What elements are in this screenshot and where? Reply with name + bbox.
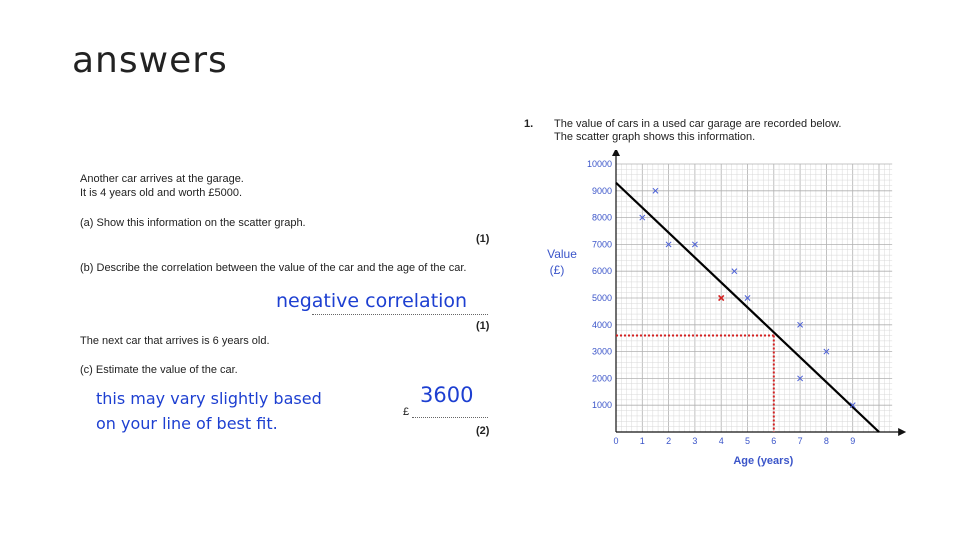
y-tick-label: 5000 — [591, 293, 612, 303]
y-tick-label: 2000 — [591, 373, 612, 384]
y-axis-arrow — [612, 150, 620, 156]
x-tick-label: 3 — [692, 436, 698, 446]
y-tick-label: 7000 — [591, 239, 612, 250]
question-number: 1. — [524, 118, 534, 130]
y-tick-label: 3000 — [591, 346, 612, 357]
note-line-2: on your line of best fit. — [96, 414, 278, 433]
y-tick-label: 4000 — [591, 319, 612, 330]
x-tick-label: 2 — [666, 436, 672, 446]
next-car-text: The next car that arrives is 6 years old. — [80, 335, 270, 347]
part-a-marks: (1) — [476, 233, 490, 245]
question-line-1: The value of cars in a used car garage are recorded below. — [554, 118, 842, 130]
x-axis-arrow — [898, 428, 906, 436]
intro-line-1: Another car arrives at the garage. — [80, 173, 244, 185]
y-tick-label: 10000 — [586, 159, 612, 169]
answer-line-c — [412, 416, 488, 418]
part-b-marks: (1) — [476, 320, 490, 332]
part-c-text: (c) Estimate the value of the car. — [80, 364, 238, 376]
part-b-answer: negative correlation — [276, 290, 468, 312]
y-tick-label: 8000 — [591, 212, 612, 223]
y-tick-label: 9000 — [591, 185, 612, 196]
x-tick-label: 1 — [639, 436, 645, 446]
answer-line-b — [312, 313, 488, 315]
x-tick-label: 7 — [797, 436, 803, 446]
x-tick-label: 4 — [718, 436, 724, 446]
y-axis-label-line-1: Value — [547, 246, 577, 261]
x-tick-label: 5 — [744, 436, 751, 446]
page-title: answers — [72, 40, 228, 81]
scatter-graph — [540, 150, 910, 475]
y-tick-label: 1000 — [591, 400, 612, 411]
part-a-text: (a) Show this information on the scatter graph. — [80, 217, 306, 229]
x-axis-label: Age (years) — [733, 455, 794, 467]
note-line-1: this may vary slightly based — [96, 389, 322, 408]
question-line-2: The scatter graph shows this information. — [554, 131, 756, 143]
x-tick-label: 0 — [613, 436, 619, 446]
part-c-answer: 3600 — [420, 383, 474, 407]
x-tick-label: 8 — [823, 436, 829, 446]
y-axis-label-line-2: (£) — [549, 262, 565, 277]
part-c-marks: (2) — [476, 425, 490, 437]
currency-prefix: £ — [403, 406, 410, 418]
x-tick-label: 6 — [771, 436, 777, 446]
intro-line-2: It is 4 years old and worth £5000. — [80, 187, 243, 199]
y-tick-label: 6000 — [591, 266, 612, 277]
x-tick-label: 9 — [850, 436, 856, 446]
part-b-text: (b) Describe the correlation between the value of the car and the age of the car. — [80, 262, 467, 274]
